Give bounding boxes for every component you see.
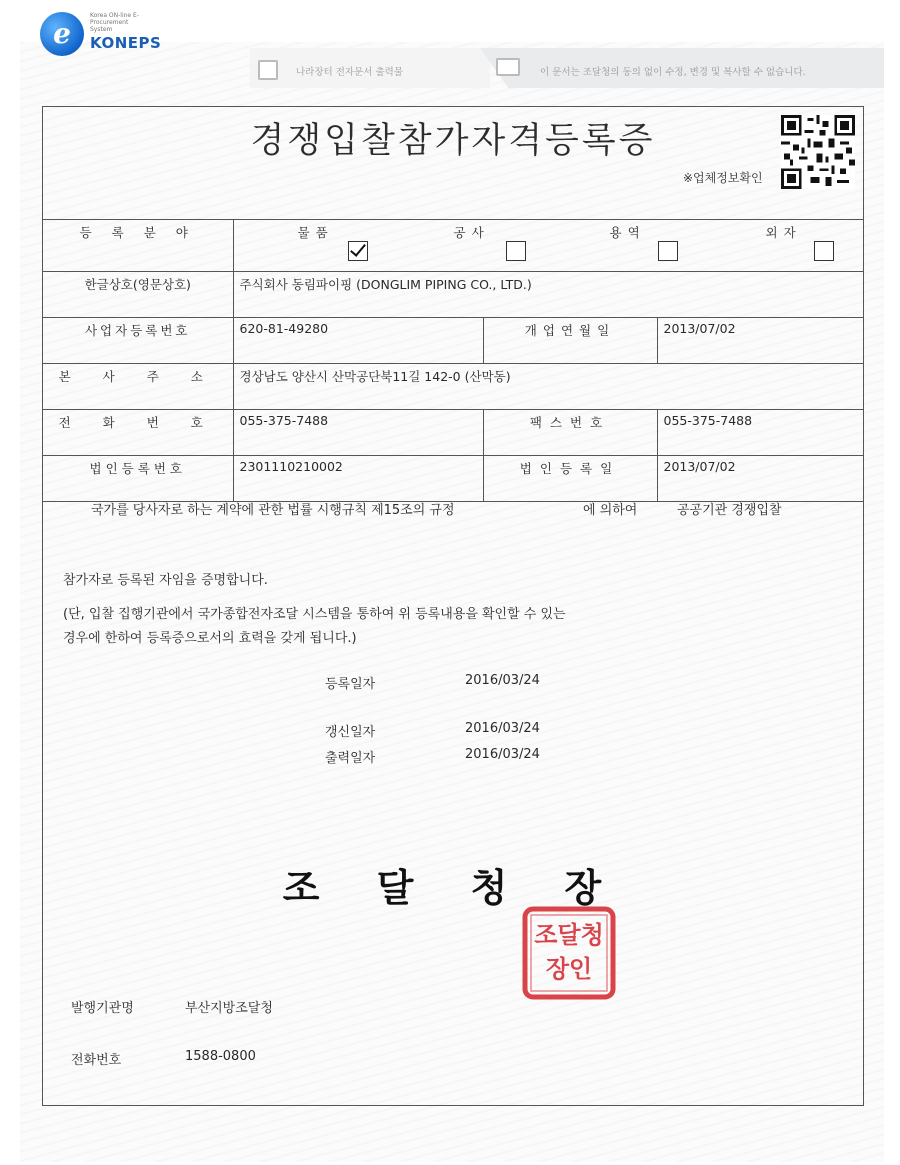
logo-subtitle: Korea ON-line E-Procurement System [90, 12, 139, 33]
statement-line-1c: 공공기관 경쟁입찰 [677, 503, 782, 518]
category-cell [233, 220, 863, 272]
category-label: 등 록 분 야 [43, 220, 233, 272]
printed-date-label: 출력일자 [325, 751, 376, 766]
official-seal-icon [521, 905, 617, 1001]
corporate-number-value: 2301110210002 [233, 456, 483, 502]
address-label: 본 사 주 소 [43, 364, 233, 410]
statement-line-3: (단, 입찰 집행기관에서 국가종합전자조달 시스템을 통하여 위 등록내용을 확인할 수 있는 [63, 607, 566, 622]
category-goods-checkbox[interactable] [348, 241, 368, 261]
phone-label: 전 화 번 호 [43, 410, 233, 456]
statement-line-1a: 국가를 당사자로 하는 계약에 관한 법률 시행규칙 제15조의 규정 [91, 503, 455, 518]
certificate-title: 경쟁입찰참가자격등록증 [250, 121, 656, 161]
agency-phone-label: 전화번호 [71, 1053, 122, 1068]
svg-text:조달청: 조달청 [534, 921, 604, 949]
registered-date-label: 등록일자 [325, 677, 376, 692]
phone-value: 055-375-7488 [233, 410, 483, 456]
category-construction-checkbox[interactable] [506, 241, 526, 261]
company-name-value: 주식회사 동림파이핑 (DONGLIM PIPING CO., LTD.) [233, 272, 863, 318]
category-construction-label: 공사 [453, 225, 490, 240]
address-value: 경상남도 양산시 산막공단북11길 142-0 (산막동) [233, 364, 863, 410]
statement-line-1b: 에 의하여 [583, 503, 638, 518]
banner-notice: 이 문서는 조달청의 동의 없이 수정, 변경 및 복사할 수 없습니다. [540, 67, 806, 78]
category-service-checkbox[interactable] [658, 241, 678, 261]
monitor-icon [496, 58, 520, 76]
category-foreign-checkbox[interactable] [814, 241, 834, 261]
issuer-title: 조 달 청 장 [282, 866, 624, 910]
svg-text:장인: 장인 [545, 955, 593, 983]
category-foreign-label: 외자 [765, 225, 802, 240]
category-goods-label: 물품 [297, 225, 334, 240]
opening-date-label: 개업연월일 [483, 318, 657, 364]
agency-value: 부산지방조달청 [185, 1001, 273, 1016]
category-service-label: 용역 [609, 225, 646, 240]
agency-label: 발행기관명 [71, 1001, 134, 1016]
koneps-logo-icon: e [40, 12, 84, 56]
corporate-date-label: 법인등록일 [483, 456, 657, 502]
registration-table [43, 219, 863, 502]
printed-date-value: 2016/03/24 [465, 747, 540, 762]
statement-line-4: 경우에 한하여 등록증으로서의 효력을 갖게 됩니다.) [63, 631, 357, 646]
document-icon [258, 60, 278, 80]
renewed-date-value: 2016/03/24 [465, 721, 540, 736]
corporate-date-value: 2013/07/02 [657, 456, 863, 502]
business-number-value: 620-81-49280 [233, 318, 483, 364]
statement-line-2: 참가자로 등록된 자임을 증명합니다. [63, 573, 268, 588]
company-name-label: 한글상호(영문상호) [43, 272, 233, 318]
qr-label: ※업체정보확인 [683, 171, 763, 185]
print-label: 나라장터 전자문서 출력물 [296, 67, 403, 78]
business-number-label: 사업자등록번호 [43, 318, 233, 364]
logo-text: KONEPS [90, 34, 162, 52]
registered-date-value: 2016/03/24 [465, 673, 540, 688]
corporate-number-label: 법인등록번호 [43, 456, 233, 502]
qr-code-icon [781, 115, 855, 189]
agency-phone-value: 1588-0800 [185, 1049, 256, 1064]
certificate-frame [42, 106, 864, 1106]
opening-date-value: 2013/07/02 [657, 318, 863, 364]
renewed-date-label: 갱신일자 [325, 725, 376, 740]
fax-label: 팩스번호 [483, 410, 657, 456]
fax-value: 055-375-7488 [657, 410, 863, 456]
